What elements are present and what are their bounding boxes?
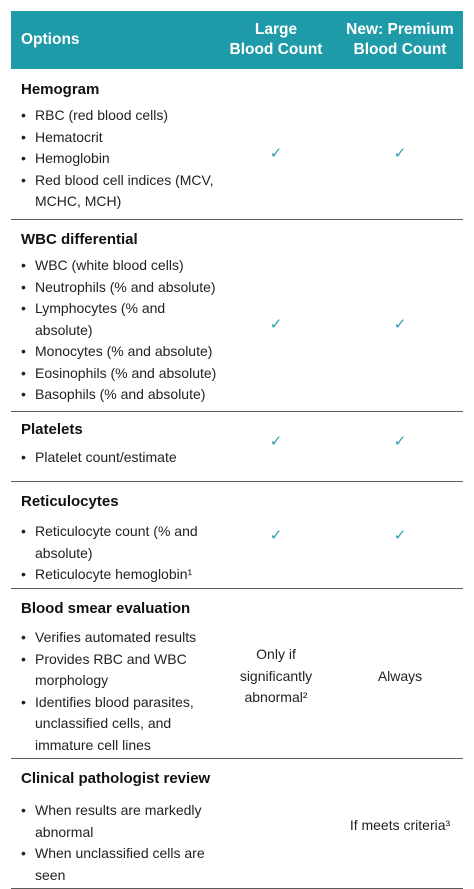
premium-check-icon: ✓ xyxy=(393,316,407,333)
header-large-line1: Large xyxy=(254,21,298,38)
large-check-icon: ✓ xyxy=(269,316,283,333)
header-options: Options xyxy=(21,31,80,48)
premium-smear-note: Always xyxy=(377,668,423,684)
row-wbc-differential xyxy=(11,219,463,412)
premium-review-note: If meets criteria³ xyxy=(349,817,451,833)
premium-check-icon: ✓ xyxy=(393,433,407,450)
list-item: • Platelet count/estimate xyxy=(21,447,221,469)
row-title: Hemogram xyxy=(21,81,100,98)
row-title: Reticulocytes xyxy=(21,493,119,510)
row-title: Clinical pathologist review xyxy=(21,770,211,787)
large-check-icon: ✓ xyxy=(269,145,283,162)
list-item: • Verifies automated results xyxy=(21,627,206,649)
large-check-icon: ✓ xyxy=(269,527,283,544)
header-large-blood-count xyxy=(224,20,328,60)
row-blood-smear-evaluation xyxy=(11,588,463,759)
item-list xyxy=(21,447,221,469)
row-reticulocytes xyxy=(11,481,463,589)
large-check-icon: ✓ xyxy=(269,433,283,450)
table-header xyxy=(11,11,463,69)
list-item: • Reticulocyte hemoglobin¹ xyxy=(21,564,221,586)
item-list xyxy=(21,255,221,406)
list-item: • RBC (red blood cells) xyxy=(21,105,221,127)
header-premium-line1: New: Premium xyxy=(346,21,454,38)
premium-check-icon: ✓ xyxy=(393,145,407,162)
row-title: Platelets xyxy=(21,421,83,438)
premium-check-icon: ✓ xyxy=(393,527,407,544)
header-premium-blood-count xyxy=(341,20,459,60)
list-item: • Provides RBC and WBC morphology xyxy=(21,649,206,692)
list-item: • When unclassified cells are seen xyxy=(21,843,206,886)
list-item: • Lymphocytes (% and absolute) xyxy=(21,298,221,341)
list-item: • When results are markedly abnormal xyxy=(21,800,206,843)
list-item: • WBC (white blood cells) xyxy=(21,255,221,277)
row-platelets xyxy=(11,411,463,482)
item-list xyxy=(21,800,206,886)
row-title: Blood smear evaluation xyxy=(21,600,191,617)
list-item: • Monocytes (% and absolute) xyxy=(21,341,221,363)
list-item: • Basophils (% and absolute) xyxy=(21,384,221,406)
header-premium-line2: Blood Count xyxy=(353,41,447,58)
list-item: • Identifies blood parasites, unclassified cells, and immature cell lines xyxy=(21,692,206,757)
list-item: • Hemoglobin xyxy=(21,148,221,170)
header-large-line2: Blood Count xyxy=(229,41,323,58)
list-item: • Red blood cell indices (MCV, MCHC, MCH) xyxy=(21,170,221,213)
list-item: • Hematocrit xyxy=(21,127,221,149)
item-list xyxy=(21,105,221,213)
item-list xyxy=(21,521,221,586)
list-item: • Neutrophils (% and absolute) xyxy=(21,277,221,299)
list-item: • Reticulocyte count (% and absolute) xyxy=(21,521,221,564)
item-list xyxy=(21,627,206,756)
row-hemogram xyxy=(11,69,463,220)
list-item: • Eosinophils (% and absolute) xyxy=(21,363,221,385)
row-title: WBC differential xyxy=(21,231,138,248)
row-clinical-pathologist-review xyxy=(11,758,463,889)
large-smear-note: Only if significantly abnormal² xyxy=(239,646,313,705)
